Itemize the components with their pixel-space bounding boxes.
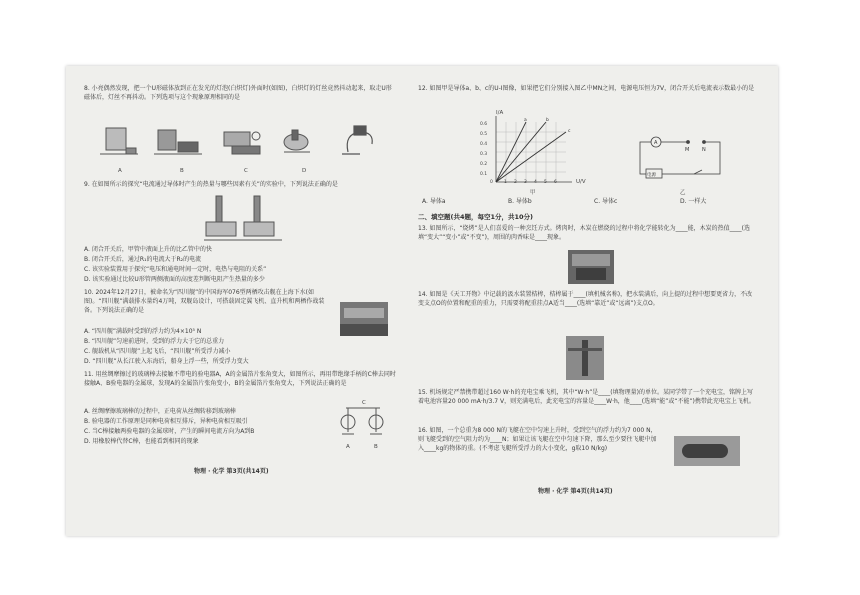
- q12-ytick: 0.5: [480, 132, 488, 137]
- q11-option-d: D. 用橡胶棒代替C棒，也能看到相同的现象: [84, 438, 199, 445]
- power-source: 电源: [647, 173, 656, 178]
- q12-ytick: 0.4: [480, 142, 488, 147]
- q12-xtick: 1: [504, 180, 507, 185]
- q12-circuit: [636, 136, 726, 182]
- q9-figure: [204, 194, 284, 242]
- q11-label-b: B: [374, 444, 378, 450]
- q8-figure-e: [342, 126, 372, 154]
- question-15: 15. 机场规定严禁携带超过160 W·h的充电宝乘飞机，其中“W·h”是____(填物理量)的单位。某同学带了一个充电宝，铭牌上写着电池容量20 000 mA·h/3.7 V，则充满电后，此充电宝的容量是____W·h，他____(选填“能”或“不能”)携带此充电宝上飞机。: [418, 389, 755, 405]
- q9-option-d: D. 该实验通过比较U形管两侧液面的高度差判断电阻产生热量的多少: [84, 276, 265, 283]
- q12-y-axis-label: I/A: [496, 110, 504, 116]
- q12-ytick-origin: 0: [490, 180, 493, 185]
- q12-ytick: 0.6: [480, 122, 488, 127]
- q12-series-label-a: a: [524, 118, 527, 123]
- q12-option-c: C. 导体c: [594, 198, 618, 205]
- left-page-footer: 物理 · 化学 第3页(共14页): [194, 468, 269, 475]
- q12-x-axis-label: U/V: [576, 179, 586, 185]
- question-14: 14. 如图是《天工开物》中记载的汲水装置桔槔，桔槔属于____(填机械名称)，把水装满后，向上提的过程中想要更省力，不改变支点O的位置和配重的重力，只需要将配重挂点A适当____(选填“靠近”或“远离”)支点O。: [418, 291, 753, 307]
- q9-option-b: B. 闭合开关后，通过R₁的电流大于R₂的电流: [84, 256, 202, 263]
- q8-figure-a: [100, 128, 138, 154]
- q12-series-label-b: b: [546, 118, 549, 123]
- q10-option-b: B. “四川舰”匀速前进时，受到的浮力大于它的总重力: [84, 338, 225, 345]
- q8-option-d: D: [302, 168, 307, 174]
- q8-figure-c: [224, 132, 260, 154]
- q10-option-d: D. “四川舰”从长江驶入东海后，船身上浮一些，所受浮力变大: [84, 358, 249, 365]
- q16-airship-photo: [674, 436, 740, 466]
- question-16: 16. 如图，一个总重为8 000 N的飞艇在空中匀速上升时，受到空气的浮力约为7 000 N，则飞艇受到的空气阻力约为____N；如果让该飞艇在空中匀速下降，那么至少要往飞艇中加入____kg的物体的重。(不考虑飞艇所受浮力的大小变化，g取10 N/kg): [418, 427, 657, 452]
- q9-option-a: A. 闭合开关后，甲管中液面上升的比乙管中的快: [84, 246, 212, 253]
- q10-ship-photo: [340, 302, 388, 336]
- question-12: 12. 如图甲是导体a、b、c的U-I图像，如果把它们分别接入图乙中MN之间，电源电压恒为7V，闭合开关后电流表示数最小的是: [418, 85, 755, 92]
- q12-option-a: A. 导体a: [422, 198, 446, 205]
- question-11: 11. 用丝绸摩擦过的玻璃棒去接触不带电的验电器A，A的金属箔片张角变大，如图所示，再用带绝缘手柄的C棒去同时接触A、B验电器的金属球，发现A的金属箔片张角变小，B的金属箔片张角变大，下列说法正确的是: [84, 371, 396, 387]
- q14-lever-photo: [566, 336, 604, 380]
- q11-option-c: C. 当C棒接触两验电器的金属球时，产生的瞬间电流方向为A到B: [84, 428, 255, 435]
- question-10: 10. 2024年12月27日，被命名为“四川舰”的中国海军076型两栖攻击舰在上海下水(如图)。“四川舰”满载排水量约4万吨，双舰岛设计，可搭载固定翼飞机、直升机和两栖作战装备。下列说法正确的是: [84, 289, 325, 314]
- q12-xtick: 4: [534, 180, 537, 185]
- q8-option-b: B: [180, 168, 184, 174]
- q10-option-c: C. 舰载机从“四川舰”上起飞后，“四川舰”所受浮力减小: [84, 348, 231, 355]
- q12-series-label-c: c: [568, 129, 571, 134]
- q11-label-a: A: [346, 444, 350, 450]
- question-13: 13. 如图所示，“烧烤”是人们喜爱的一种烹饪方式。烤肉时，木炭在燃烧的过程中将化学能转化为____能，木炭的热值____(选填“变大”“变小”或“不变”)，周围的肉香味是____现象。: [418, 225, 751, 241]
- q11-label-c: C: [362, 400, 366, 406]
- section-2-heading: 二、填空题(共4题，每空1分，共10分): [418, 213, 534, 221]
- q8-option-c: C: [244, 168, 248, 174]
- terminal-m: M: [685, 147, 690, 153]
- q8-figure-b: [154, 130, 202, 154]
- q12-graph: [488, 114, 588, 194]
- question-9: 9. 在如图所示的探究“电流通过导体时产生的热量与哪些因素有关”的实验中，下列说法正确的是: [84, 181, 338, 188]
- q12-graph-caption: 甲: [530, 190, 536, 196]
- q12-xtick: 6: [554, 180, 557, 185]
- right-page-footer: 物理 · 化学 第4页(共14页): [538, 488, 613, 495]
- q8-option-a: A: [118, 168, 122, 174]
- q13-bbq-photo: [568, 250, 614, 284]
- q12-ytick: 0.2: [480, 162, 488, 167]
- right-page: [418, 84, 758, 524]
- ammeter-symbol: A: [654, 140, 658, 146]
- q12-option-d: D. 一样大: [680, 198, 707, 205]
- q11-electroscope-figure: [336, 404, 390, 444]
- q8-figures: [98, 124, 388, 166]
- q8-figure-d: [284, 130, 310, 152]
- left-page: [84, 84, 396, 524]
- q11-option-b: B. 验电器的工作原理是同种电荷相互排斥，异种电荷相互吸引: [84, 418, 248, 425]
- q12-xtick: 2: [514, 180, 517, 185]
- q12-ytick: 0.3: [480, 152, 488, 157]
- q12-xtick: 5: [544, 180, 547, 185]
- q12-circuit-caption: 乙: [680, 190, 686, 196]
- q9-option-c: C. 该实验装置用于探究“电压和通电时间一定时，电热与电阻的关系”: [84, 266, 267, 273]
- q10-option-a: A. “四川舰”满载时受到的浮力约为4×10⁵ N: [84, 328, 202, 335]
- q12-option-b: B. 导体b: [508, 198, 532, 205]
- q12-ytick: 0.1: [480, 172, 488, 177]
- question-8: 8. 小亮偶然发现，把一个U形磁体放到正在发光的灯泡(白炽灯)外面时(如图)，白炽灯的灯丝竟然抖动起来，取走U形磁体后，灯丝不再抖动。下列选项与这个现象原理相同的是: [84, 85, 392, 101]
- exam-sheet: [66, 66, 778, 536]
- q12-xtick: 3: [524, 180, 527, 185]
- q11-option-a: A. 丝绸摩擦玻璃棒的过程中，正电荷从丝绸转移到玻璃棒: [84, 408, 236, 415]
- terminal-n: N: [702, 147, 706, 153]
